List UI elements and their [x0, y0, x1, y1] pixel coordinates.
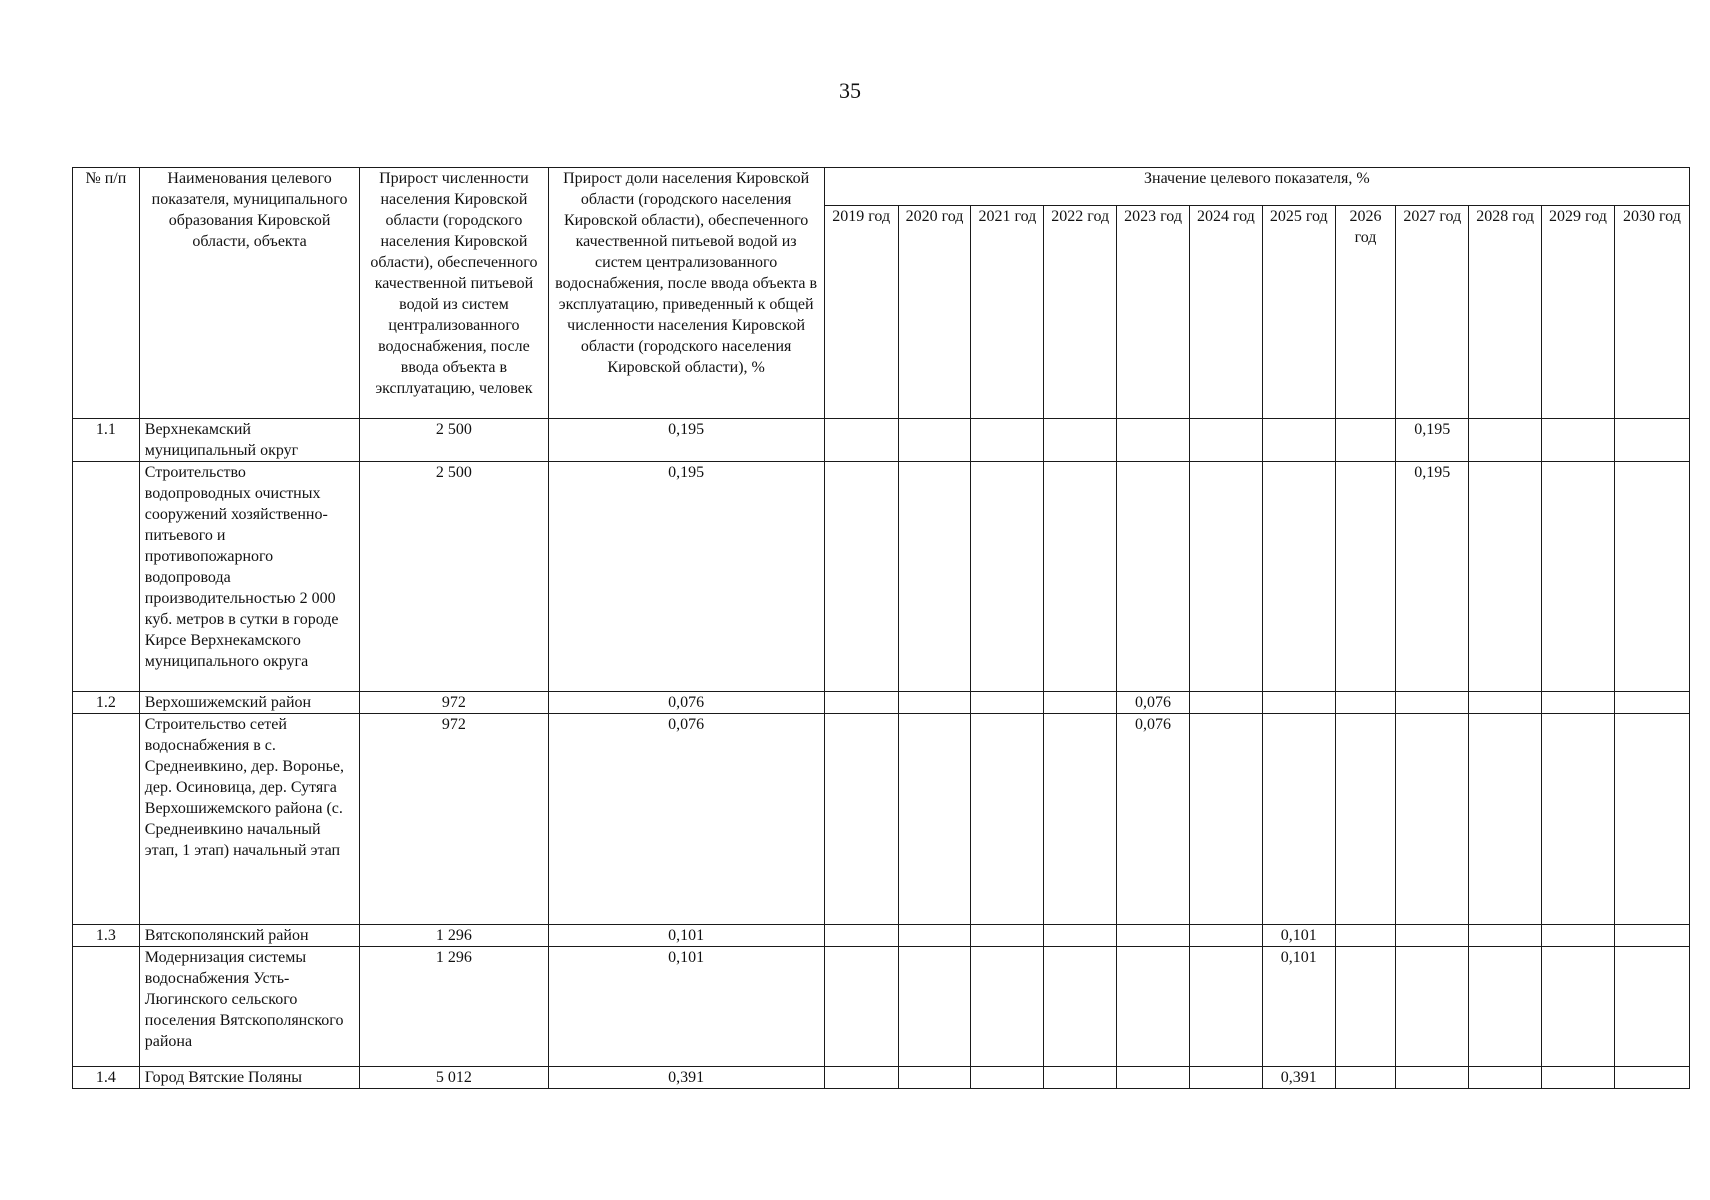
row-name-cell: Модернизация системы водоснабжения Усть-Люгинского сельского поселения Вятскополянского района [139, 947, 360, 1067]
row-year-cell-2 [971, 692, 1044, 714]
row-year-cell-5 [1189, 419, 1262, 462]
row-year-cell-1 [898, 925, 971, 947]
page-number: 35 [839, 78, 861, 103]
row-year-cell-11 [1614, 925, 1689, 947]
table-body [73, 419, 1690, 1089]
row-year-cell-1 [898, 692, 971, 714]
row-year-cell-4: 0,076 [1117, 714, 1190, 925]
row-name-cell: Строительство сетей водоснабжения в с. Среднеивкино, дер. Воронье, дер. Осиновица, дер. Сутяга Верхошижемского района (с. Среднеивкино начальный этап, 1 этап) начальный этап [139, 714, 360, 925]
row-num-cell: 1.4 [73, 1067, 140, 1089]
table-row [73, 419, 1690, 462]
header-year-2024: 2024 год [1189, 206, 1262, 419]
row-year-cell-1 [898, 1067, 971, 1089]
row-year-cell-4 [1117, 947, 1190, 1067]
row-year-cell-6: 0,101 [1262, 947, 1335, 1067]
header-pop-growth: Прирост численности населения Кировской области (городского населения Кировской области), обеспеченного качественной питьевой водой из систем централизованного водоснабжения, после ввода объекта в эксплуатацию, человек [360, 168, 548, 419]
row-year-cell-3 [1044, 714, 1117, 925]
row-year-cell-2 [971, 925, 1044, 947]
header-year-2020: 2020 год [898, 206, 971, 419]
row-year-cell-10 [1542, 714, 1615, 925]
row-name-cell: Вятскополянский район [139, 925, 360, 947]
row-num-cell [73, 714, 140, 925]
table-row [73, 1067, 1690, 1089]
header-year-2025: 2025 год [1262, 206, 1335, 419]
header-row-1 [73, 168, 1690, 206]
row-year-cell-4 [1117, 925, 1190, 947]
row-share-cell: 0,076 [548, 692, 824, 714]
table-row [73, 925, 1690, 947]
row-year-cell-10 [1542, 419, 1615, 462]
row-pop-cell: 5 012 [360, 1067, 548, 1089]
row-share-cell: 0,195 [548, 462, 824, 692]
row-year-cell-9 [1469, 947, 1542, 1067]
row-year-cell-10 [1542, 462, 1615, 692]
row-year-cell-8 [1396, 1067, 1469, 1089]
header-share-growth: Прирост доли населения Кировской области (городского населения Кировской области), обеспеченного качественной питьевой водой из систем централизованного водоснабжения, после ввода объекта в эксплуатацию, приведенный к общей численности населения Кировской области (городского населения Кировской области), % [548, 168, 824, 419]
row-year-cell-5 [1189, 925, 1262, 947]
row-share-cell: 0,391 [548, 1067, 824, 1089]
row-year-cell-11 [1614, 1067, 1689, 1089]
table-row [73, 947, 1690, 1067]
row-year-cell-7 [1335, 462, 1396, 692]
row-year-cell-3 [1044, 419, 1117, 462]
header-year-2028: 2028 год [1469, 206, 1542, 419]
row-year-cell-7 [1335, 419, 1396, 462]
row-year-cell-1 [898, 462, 971, 692]
row-year-cell-0 [824, 947, 898, 1067]
row-year-cell-10 [1542, 692, 1615, 714]
row-year-cell-11 [1614, 714, 1689, 925]
header-year-2022: 2022 год [1044, 206, 1117, 419]
row-year-cell-6 [1262, 714, 1335, 925]
row-year-cell-2 [971, 1067, 1044, 1089]
row-year-cell-9 [1469, 714, 1542, 925]
header-year-2023: 2023 год [1117, 206, 1190, 419]
header-target-values: Значение целевого показателя, % [824, 168, 1689, 206]
row-year-cell-1 [898, 419, 971, 462]
header-year-2019: 2019 год [824, 206, 898, 419]
table-row [73, 692, 1690, 714]
row-year-cell-6: 0,391 [1262, 1067, 1335, 1089]
row-year-cell-8 [1396, 925, 1469, 947]
row-year-cell-10 [1542, 1067, 1615, 1089]
row-year-cell-0 [824, 419, 898, 462]
row-year-cell-2 [971, 947, 1044, 1067]
row-name-cell: Город Вятские Поляны [139, 1067, 360, 1089]
row-year-cell-7 [1335, 925, 1396, 947]
row-year-cell-6 [1262, 462, 1335, 692]
row-year-cell-6 [1262, 419, 1335, 462]
row-year-cell-10 [1542, 925, 1615, 947]
target-indicators-table [72, 167, 1690, 1089]
row-num-cell: 1.2 [73, 692, 140, 714]
row-year-cell-0 [824, 714, 898, 925]
row-year-cell-9 [1469, 462, 1542, 692]
row-year-cell-11 [1614, 947, 1689, 1067]
row-share-cell: 0,101 [548, 925, 824, 947]
row-year-cell-9 [1469, 925, 1542, 947]
row-share-cell: 0,101 [548, 947, 824, 1067]
row-year-cell-5 [1189, 692, 1262, 714]
row-year-cell-7 [1335, 692, 1396, 714]
row-year-cell-3 [1044, 462, 1117, 692]
row-pop-cell: 972 [360, 714, 548, 925]
header-num: № п/п [73, 168, 140, 419]
row-year-cell-11 [1614, 692, 1689, 714]
row-year-cell-8 [1396, 714, 1469, 925]
row-share-cell: 0,076 [548, 714, 824, 925]
header-year-2026: 2026 год [1335, 206, 1396, 419]
row-year-cell-11 [1614, 419, 1689, 462]
row-year-cell-5 [1189, 714, 1262, 925]
row-year-cell-8: 0,195 [1396, 419, 1469, 462]
header-year-2030: 2030 год [1614, 206, 1689, 419]
row-year-cell-3 [1044, 1067, 1117, 1089]
row-year-cell-6: 0,101 [1262, 925, 1335, 947]
row-year-cell-8 [1396, 947, 1469, 1067]
row-num-cell [73, 947, 140, 1067]
table-row [73, 462, 1690, 692]
row-year-cell-6 [1262, 692, 1335, 714]
row-year-cell-4 [1117, 462, 1190, 692]
row-year-cell-7 [1335, 1067, 1396, 1089]
row-year-cell-9 [1469, 419, 1542, 462]
row-year-cell-7 [1335, 714, 1396, 925]
row-year-cell-1 [898, 947, 971, 1067]
row-year-cell-9 [1469, 692, 1542, 714]
header-year-2021: 2021 год [971, 206, 1044, 419]
header-name: Наименования целевого показателя, муниципального образования Кировской области, объекта [139, 168, 360, 419]
row-year-cell-2 [971, 419, 1044, 462]
row-num-cell: 1.1 [73, 419, 140, 462]
row-year-cell-8 [1396, 692, 1469, 714]
row-num-cell [73, 462, 140, 692]
row-name-cell: Верхошижемский район [139, 692, 360, 714]
row-year-cell-4: 0,076 [1117, 692, 1190, 714]
row-year-cell-0 [824, 692, 898, 714]
row-pop-cell: 2 500 [360, 419, 548, 462]
row-num-cell: 1.3 [73, 925, 140, 947]
row-year-cell-11 [1614, 462, 1689, 692]
row-year-cell-1 [898, 714, 971, 925]
row-pop-cell: 1 296 [360, 925, 548, 947]
row-year-cell-10 [1542, 947, 1615, 1067]
row-year-cell-0 [824, 1067, 898, 1089]
row-year-cell-5 [1189, 947, 1262, 1067]
row-year-cell-5 [1189, 462, 1262, 692]
row-pop-cell: 972 [360, 692, 548, 714]
row-year-cell-2 [971, 714, 1044, 925]
row-pop-cell: 2 500 [360, 462, 548, 692]
row-year-cell-0 [824, 462, 898, 692]
row-name-cell: Верхнекамский муниципальный округ [139, 419, 360, 462]
row-year-cell-4 [1117, 419, 1190, 462]
table-row [73, 714, 1690, 925]
row-year-cell-5 [1189, 1067, 1262, 1089]
row-year-cell-4 [1117, 1067, 1190, 1089]
row-year-cell-3 [1044, 947, 1117, 1067]
row-pop-cell: 1 296 [360, 947, 548, 1067]
row-year-cell-8: 0,195 [1396, 462, 1469, 692]
row-year-cell-7 [1335, 947, 1396, 1067]
header-year-2029: 2029 год [1542, 206, 1615, 419]
row-year-cell-0 [824, 925, 898, 947]
row-year-cell-3 [1044, 692, 1117, 714]
row-share-cell: 0,195 [548, 419, 824, 462]
row-year-cell-3 [1044, 925, 1117, 947]
header-year-2027: 2027 год [1396, 206, 1469, 419]
row-year-cell-2 [971, 462, 1044, 692]
row-name-cell: Строительство водопроводных очистных сооружений хозяйственно-питьевого и противопожарного водопровода производительностью 2 000 куб. метров в сутки в городе Кирсе Верхнекамского муниципального округа [139, 462, 360, 692]
row-year-cell-9 [1469, 1067, 1542, 1089]
